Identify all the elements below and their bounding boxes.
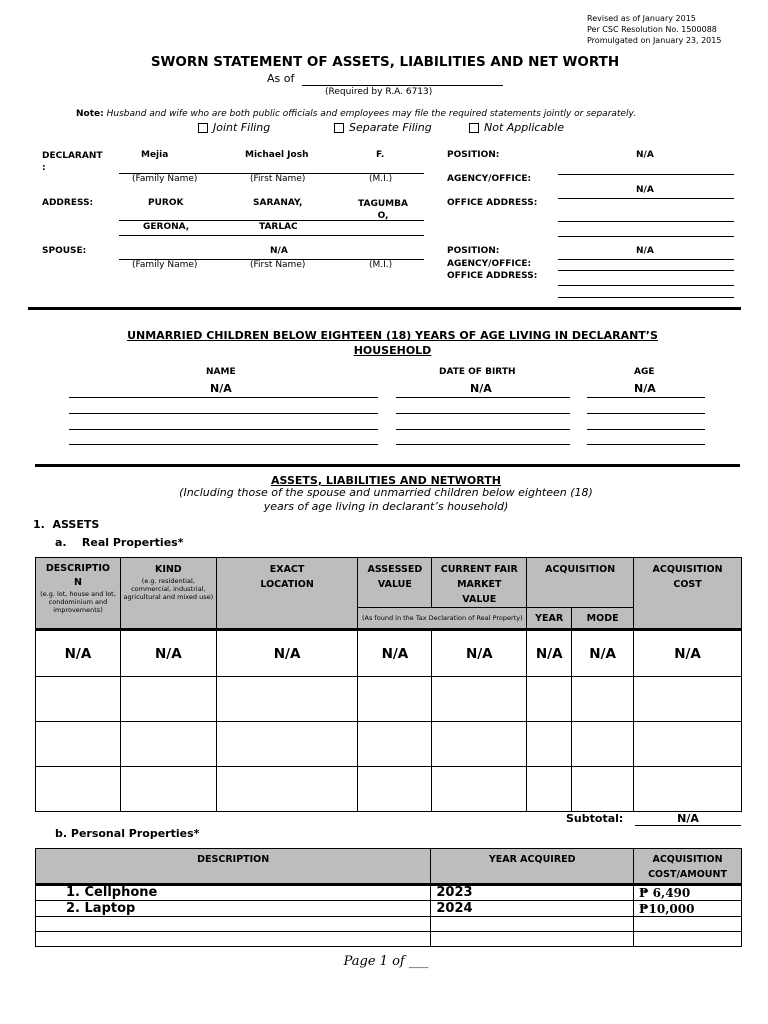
child-dob-line[interactable] <box>396 397 570 398</box>
spouse-agency-field[interactable] <box>558 270 734 271</box>
address-gerona: GERONA, <box>143 222 190 232</box>
header-pp-acquisition-cost: ACQUISITION COST/AMOUNT <box>634 849 742 885</box>
spouse-office-field-2[interactable] <box>558 297 734 298</box>
child-dob-line[interactable] <box>396 413 570 414</box>
alnw-title: ASSETS, LIABILITIES AND NETWORTH <box>271 474 501 487</box>
section-divider <box>35 464 740 467</box>
table-row <box>36 932 742 947</box>
revision-line-1: Revised as of January 2015 <box>587 14 696 23</box>
address-label: ADDRESS: <box>42 198 94 208</box>
child-dob-line[interactable] <box>396 429 570 430</box>
pp-item-cost[interactable]: ₱10,000 <box>634 901 742 917</box>
agency-field[interactable] <box>558 198 734 199</box>
spouse-first-caption: (First Name) <box>250 260 306 270</box>
cell-acquisition-cost[interactable]: N/A <box>634 630 742 677</box>
note-text: Husband and wife who are both public officials and employees may file the required statements jointly or separately. <box>106 109 636 119</box>
table-row <box>36 901 742 917</box>
real-properties-table <box>35 557 742 812</box>
personal-properties-table <box>35 848 742 947</box>
child-dob: N/A <box>470 382 492 395</box>
address-saranay: SARANAY, <box>253 198 303 208</box>
alnw-subtitle: (Including those of the spouse and unmarried children below eighteen (18) years of age living in declarant’s household) <box>179 486 593 513</box>
child-age: N/A <box>634 382 656 395</box>
child-age-line[interactable] <box>587 397 705 398</box>
child-name-line[interactable] <box>69 397 378 398</box>
spouse-position-value: N/A <box>636 246 654 256</box>
spouse-value: N/A <box>270 246 288 256</box>
spouse-label: SPOUSE: <box>42 246 87 256</box>
cell-location[interactable]: N/A <box>216 630 358 677</box>
checkbox-icon[interactable] <box>334 123 344 133</box>
pp-item-description[interactable]: 1. Cellphone <box>36 885 431 901</box>
spouse-agency-label: AGENCY/OFFICE: <box>447 259 532 269</box>
subtotal-label: Subtotal: <box>566 812 624 825</box>
mi-caption: (M.I.) <box>369 174 393 184</box>
pp-item-cost[interactable]: ₱ 6,490 <box>634 885 742 901</box>
table-row <box>36 630 742 677</box>
declarant-family-name: Mejia <box>141 150 169 160</box>
spouse-family-caption: (Family Name) <box>132 260 198 270</box>
personal-properties-heading: b. Personal Properties* <box>55 827 200 840</box>
assets-heading: 1. ASSETS <box>33 518 100 531</box>
page-footer: Page 1 of ___ <box>343 954 429 969</box>
address-tarlac: TARLAC <box>259 222 298 232</box>
position-value: N/A <box>636 150 654 160</box>
revision-line-3: Promulgated on January 23, 2015 <box>587 36 722 45</box>
position-label: POSITION: <box>447 150 500 160</box>
office-address-field-1[interactable] <box>558 221 734 222</box>
real-table-header-row <box>36 558 742 608</box>
cell-mode[interactable]: N/A <box>572 630 634 677</box>
header-pp-year-acquired: YEAR ACQUIRED <box>431 849 634 885</box>
checkbox-icon[interactable] <box>198 123 208 133</box>
spouse-mi-caption: (M.I.) <box>369 260 393 270</box>
table-row <box>36 767 742 812</box>
child-dob-line[interactable] <box>396 444 570 445</box>
child-age-line[interactable] <box>587 444 705 445</box>
table-row <box>36 885 742 901</box>
child-name-line[interactable] <box>69 444 378 445</box>
children-col-dob: DATE OF BIRTH <box>439 367 516 377</box>
as-of-field[interactable] <box>302 85 503 86</box>
header-acquisition: ACQUISITION <box>527 558 634 608</box>
header-mode: MODE <box>572 608 634 630</box>
header-current-fair-market-value: CURRENT FAIR MARKET VALUE <box>432 558 527 608</box>
child-name-line[interactable] <box>69 413 378 414</box>
cell-kind[interactable]: N/A <box>120 630 216 677</box>
spouse-position-field[interactable] <box>558 259 734 260</box>
pp-item-year[interactable]: 2024 <box>431 901 634 917</box>
spouse-office-field-1[interactable] <box>558 285 734 286</box>
note <box>76 109 636 119</box>
pp-item-year[interactable]: 2023 <box>431 885 634 901</box>
table-row <box>36 917 742 932</box>
pp-item-description[interactable]: 2. Laptop <box>36 901 431 917</box>
spouse-position-label: POSITION: <box>447 246 500 256</box>
header-assessed-value: ASSESSED VALUE <box>358 558 432 608</box>
note-label: Note: <box>76 109 104 119</box>
header-acquisition-cost: ACQUISITION COST <box>634 558 742 630</box>
address-line-1 <box>119 220 424 221</box>
agency-label: AGENCY/OFFICE: <box>447 174 532 184</box>
child-name-line[interactable] <box>69 429 378 430</box>
cell-description[interactable]: N/A <box>36 630 121 677</box>
spouse-office-label: OFFICE ADDRESS: <box>447 271 538 281</box>
declarant-mi: F. <box>376 150 385 160</box>
header-kind: KIND (e.g. residential, commercial, industrial, agricultural and mixed use) <box>120 558 216 630</box>
filing-option-separate[interactable]: Separate Filing <box>334 121 432 134</box>
filing-option-not-applicable[interactable]: Not Applicable <box>469 121 564 134</box>
table-row <box>36 722 742 767</box>
cell-year[interactable]: N/A <box>527 630 572 677</box>
address-line-2 <box>119 235 424 236</box>
revision-block <box>587 13 721 46</box>
header-description: DESCRIPTIO N (e.g. lot, house and lot, condominium and improvements) <box>36 558 121 630</box>
as-of-label: As of <box>267 72 295 85</box>
children-title: UNMARRIED CHILDREN BELOW EIGHTEEN (18) YEARS OF AGE LIVING IN DECLARANT’S HOUSEHOLD <box>127 329 658 357</box>
agency-value: N/A <box>636 185 654 195</box>
revision-line-2: Per CSC Resolution No. 1500088 <box>587 25 717 34</box>
personal-table-header-row <box>36 849 742 885</box>
child-age-line[interactable] <box>587 413 705 414</box>
declarant-label: DECLARANT : <box>42 151 103 173</box>
child-name: N/A <box>210 382 232 395</box>
required-by: (Required by R.A. 6713) <box>325 87 433 97</box>
office-address-label: OFFICE ADDRESS: <box>447 198 538 208</box>
real-properties-heading: a. Real Properties* <box>55 536 184 549</box>
header-tax-declaration-note: (As found in the Tax Declaration of Real Property) <box>358 608 527 630</box>
office-address-field-2[interactable] <box>558 236 734 237</box>
children-col-age: AGE <box>634 367 655 377</box>
cell-fair-market-value[interactable]: N/A <box>432 630 527 677</box>
checkbox-icon[interactable] <box>469 123 479 133</box>
position-field[interactable] <box>558 174 734 175</box>
children-col-name: NAME <box>206 367 236 377</box>
family-name-caption: (Family Name) <box>132 174 198 184</box>
section-divider <box>28 307 741 310</box>
page-title: SWORN STATEMENT OF ASSETS, LIABILITIES AND NET WORTH <box>150 54 620 70</box>
child-age-line[interactable] <box>587 429 705 430</box>
header-exact-location: EXACT LOCATION <box>216 558 358 630</box>
first-name-caption: (First Name) <box>250 174 306 184</box>
filing-option-joint[interactable]: Joint Filing <box>198 121 270 134</box>
header-year: YEAR <box>527 608 572 630</box>
header-pp-description: DESCRIPTION <box>36 849 431 885</box>
address-tagumbao: TAGUMBA O, <box>358 199 408 221</box>
subtotal-value[interactable]: N/A <box>635 812 741 826</box>
declarant-first-name: Michael Josh <box>245 150 309 160</box>
address-purok: PUROK <box>148 198 184 208</box>
cell-assessed-value[interactable]: N/A <box>358 630 432 677</box>
table-row <box>36 677 742 722</box>
